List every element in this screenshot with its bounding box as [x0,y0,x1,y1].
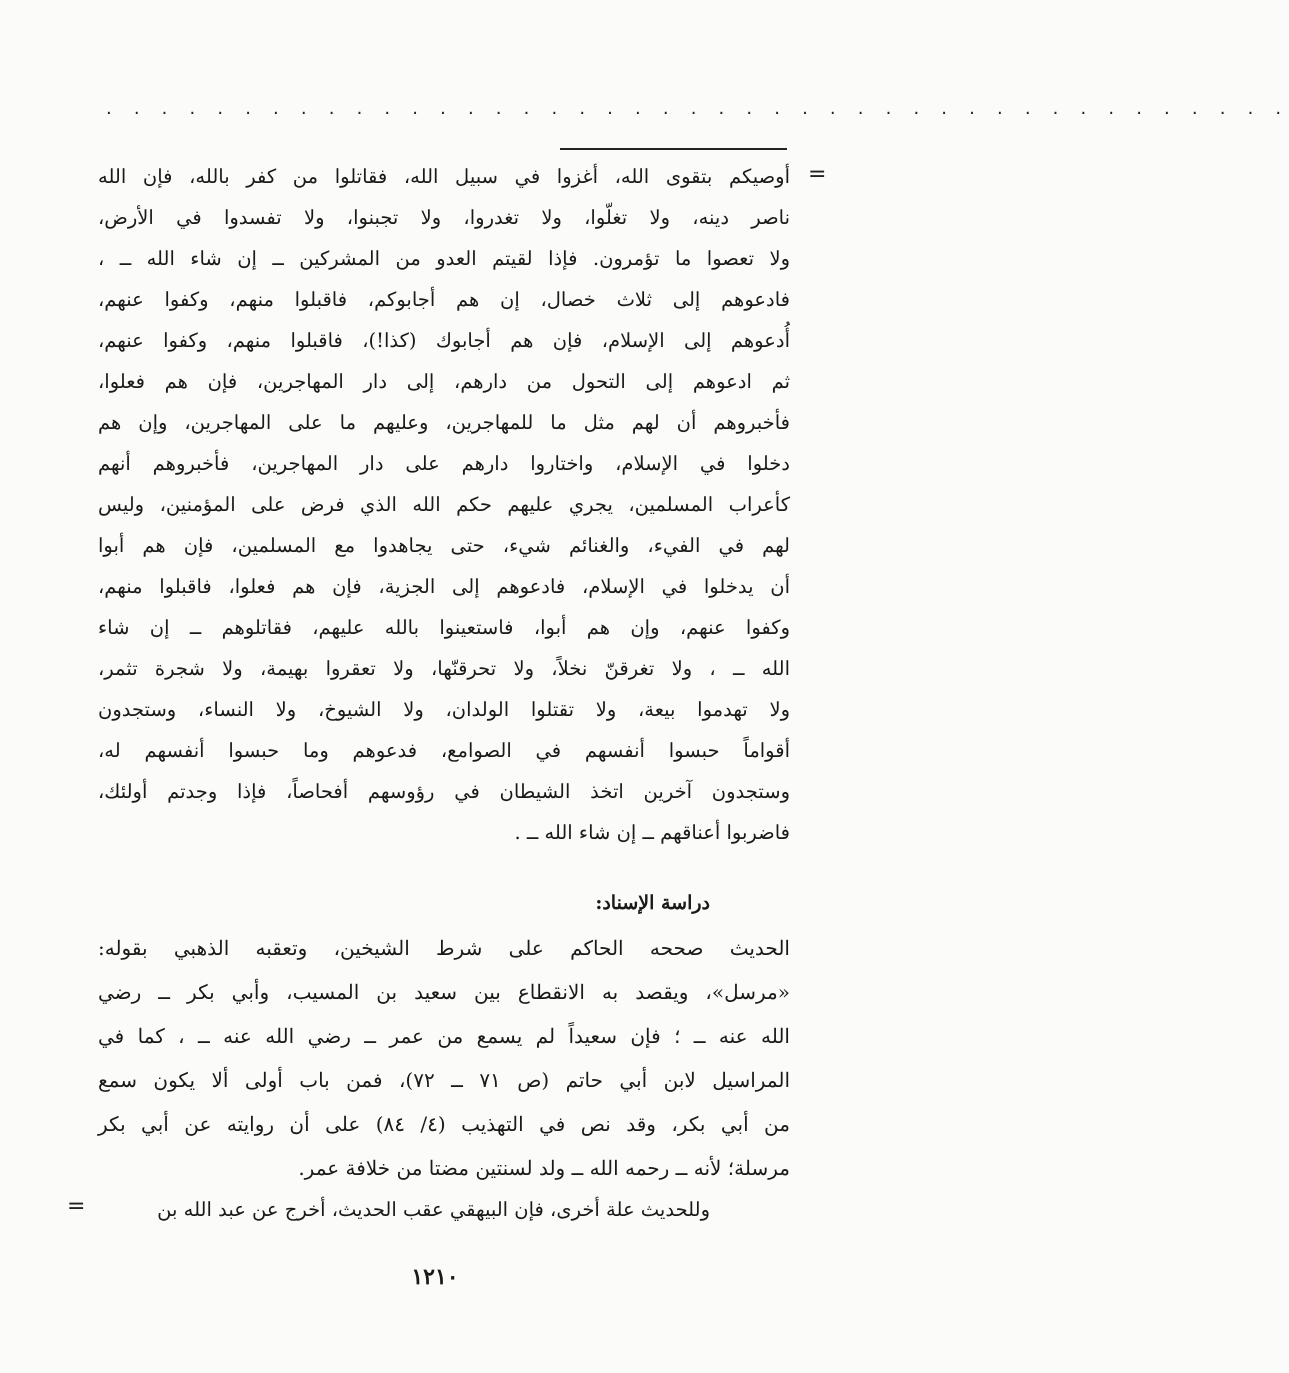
text-line: فادعوهم إلى ثلاث خصال، إن هم أجابوكم، فاقبلوا منهم، وكفوا عنهم، [98,288,790,311]
text-line: أوصيكم بتقوى الله، أغزوا في سبيل الله، فقاتلوا من كفر بالله، فإن الله [98,165,790,188]
text-line: «مرسل»، ويقصد به الانقطاع بين سعيد بن المسيب، وأبي بكر ــ رضي [98,980,790,1004]
text-line: ثم ادعوهم إلى التحول من دارهم، إلى دار المهاجرين، فإن هم فعلوا، [98,370,790,393]
footnote-continuation-mark: = [67,1194,86,1219]
continuing-footnote-line: وللحديث علة أخرى، فإن البيهقي عقب الحديث، أخرج عن عبد الله بن [157,1198,710,1221]
footnote-continuation-mark: = [808,162,827,187]
footnote-separator-rule [560,148,787,150]
text-line: كأعراب المسلمين، يجري عليهم حكم الله الذي فرض على المؤمنين، وليس [98,493,790,516]
hadith-quote-text [98,156,790,853]
text-line: أن يدخلوا في الإسلام، فادعوهم إلى الجزية، فإن هم فعلوا، فاقبلوا منهم، [98,575,790,598]
text-line: ولا تهدموا بيعة، ولا تقتلوا الولدان، ولا الشيوخ، ولا النساء، وستجدون [98,698,790,721]
text-line: الحديث صححه الحاكم على شرط الشيخين، وتعقبه الذهبي بقوله: [98,936,790,960]
section-heading: دراسة الإسناد: [595,892,710,914]
text-line: ناصر دينه، ولا تغلّوا، ولا تغدروا، ولا تجبنوا، ولا تفسدوا في الأرض، [98,206,790,229]
page-number: ١٢١٠ [411,1264,459,1290]
text-line: دخلوا في الإسلام، واختاروا دارهم على دار المهاجرين، فأخبروهم أنهم [98,452,790,475]
text-line: فاضربوا أعناقهم ــ إن شاء الله ــ . [514,821,790,844]
text-line: لهم في الفيء، والغنائم شيء، حتى يجاهدوا مع المسلمين، فإن هم أبوا [98,534,790,557]
text-line: مرسلة؛ لأنه ــ رحمه الله ــ ولد لسنتين مضتا من خلافة عمر. [298,1156,790,1180]
text-line: فأخبروهم أن لهم مثل ما للمهاجرين، وعليهم ما على المهاجرين، وإن هم [98,411,790,434]
text-line: وكفوا عنهم، وإن هم أبوا، فاستعينوا بالله عليهم، فقاتلوهم ــ إن شاء [98,616,790,639]
text-line: من أبي بكر، وقد نص في التهذيب (٤/ ٨٤) على أن روايته عن أبي بكر [98,1112,790,1136]
text-line: المراسيل لابن أبي حاتم (ص ٧١ ــ ٧٢)، فمن باب أولى ألا يكون سمع [98,1068,791,1092]
text-line: الله عنه ــ ؛ فإن سعيداً لم يسمع من عمر ــ رضي الله عنه ــ ، كما في [98,1024,790,1048]
text-line: أقواماً حبسوا أنفسهم في الصوامع، فدعوهم وما حبسوا أنفسهم له، [98,739,790,762]
text-line: وستجدون آخرين اتخذ الشيطان في رؤوسهم أفحاصاً، فإذا وجدتم أولئك، [98,780,790,803]
decorative-dotted-line: · · · · · · · · · · · · · · · · · · · · · · · · · · · · · · · · · · · · · · · · · · · [106,103,1289,124]
isnad-study-text [98,926,790,1190]
text-line: ولا تعصوا ما تؤمرون. فإذا لقيتم العدو من المشركين ــ إن شاء الله ــ ، [98,247,790,270]
text-line: الله ــ ، ولا تغرقنّ نخلاً، ولا تحرقنّها، ولا تعقروا بهيمة، ولا شجرة تثمر، [98,657,790,680]
text-line: أُدعوهم إلى الإسلام، فإن هم أجابوك (كذا!)، فاقبلوا منهم، وكفوا عنهم، [98,329,790,352]
